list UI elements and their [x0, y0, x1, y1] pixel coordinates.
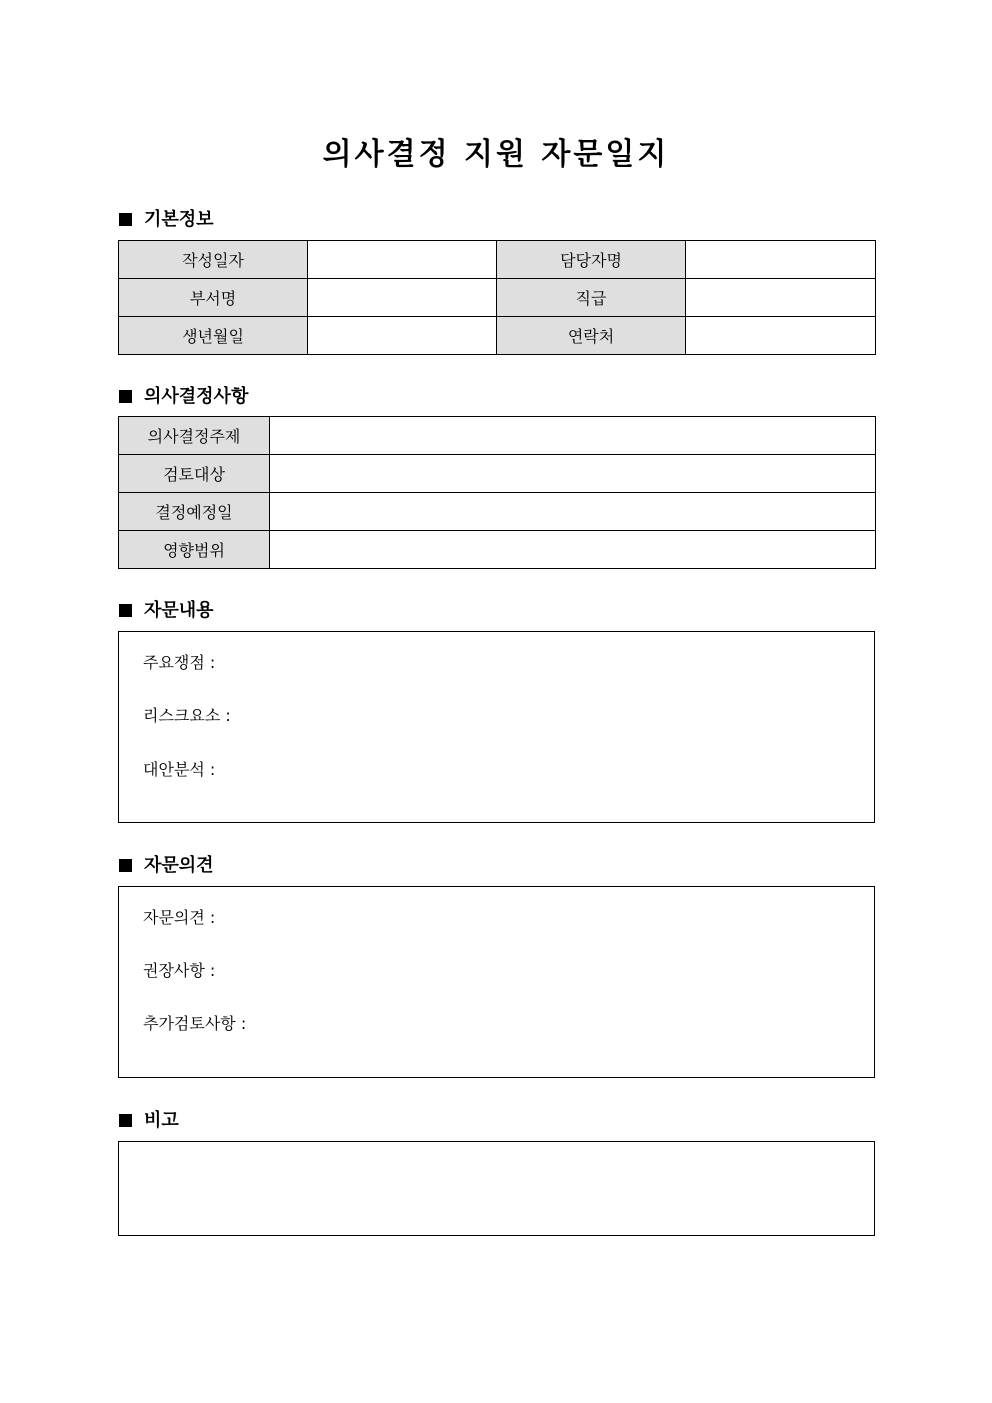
label-cell-contact: 연락처: [497, 317, 686, 355]
decision-date-field[interactable]: [270, 493, 876, 531]
remarks-box[interactable]: [118, 1141, 875, 1236]
section-heading-label: 의사결정사항: [144, 386, 249, 407]
label-cell-decision-date: 결정예정일: [119, 493, 270, 531]
label-cell-birth-date: 생년월일: [119, 317, 308, 355]
square-bullet-icon: [119, 1114, 132, 1127]
label-cell-review-target: 검토대상: [119, 455, 270, 493]
section-heading-label: 비고: [144, 1110, 179, 1131]
square-bullet-icon: [119, 859, 132, 872]
risk-factors-line: 리스크요소 :: [143, 706, 231, 725]
section-heading-advice-opinion: [119, 855, 214, 877]
section-heading-decision: [119, 386, 248, 408]
label-cell-manager-name: 담당자명: [497, 241, 686, 279]
birth-date-field[interactable]: [308, 317, 497, 355]
table-row: [119, 317, 876, 355]
table-row: [119, 417, 876, 455]
decision-table: [118, 416, 876, 569]
write-date-field[interactable]: [308, 241, 497, 279]
department-field[interactable]: [308, 279, 497, 317]
contact-field[interactable]: [686, 317, 876, 355]
table-row: [119, 493, 876, 531]
section-heading-label: 자문의견: [144, 855, 214, 876]
page-title: 의사결정 지원 자문일지: [322, 137, 670, 172]
label-cell-write-date: 작성일자: [119, 241, 308, 279]
square-bullet-icon: [119, 604, 132, 617]
section-heading-advice-content: [119, 600, 214, 622]
table-row: [119, 241, 876, 279]
impact-scope-field[interactable]: [270, 531, 876, 569]
additional-review-line: 추가검토사항 :: [143, 1014, 247, 1033]
table-row: [119, 455, 876, 493]
decision-topic-field[interactable]: [270, 417, 876, 455]
advice-content-box[interactable]: [118, 631, 875, 823]
position-field[interactable]: [686, 279, 876, 317]
label-cell-position: 직급: [497, 279, 686, 317]
label-cell-decision-topic: 의사결정주제: [119, 417, 270, 455]
key-issues-line: 주요쟁점 :: [143, 653, 216, 672]
section-heading-label: 기본정보: [144, 209, 214, 230]
opinion-line: 자문의견 :: [143, 908, 216, 927]
manager-name-field[interactable]: [686, 241, 876, 279]
section-heading-basic-info: [119, 209, 214, 231]
table-row: [119, 279, 876, 317]
review-target-field[interactable]: [270, 455, 876, 493]
table-row: [119, 531, 876, 569]
section-heading-label: 자문내용: [144, 600, 214, 621]
label-cell-department: 부서명: [119, 279, 308, 317]
basic-info-table: [118, 240, 876, 355]
alternative-analysis-line: 대안분석 :: [143, 760, 216, 779]
label-cell-impact-scope: 영향범위: [119, 531, 270, 569]
square-bullet-icon: [119, 213, 132, 226]
square-bullet-icon: [119, 390, 132, 403]
advice-opinion-box[interactable]: [118, 886, 875, 1078]
section-heading-remarks: [119, 1110, 179, 1132]
recommendations-line: 권장사항 :: [143, 961, 216, 980]
